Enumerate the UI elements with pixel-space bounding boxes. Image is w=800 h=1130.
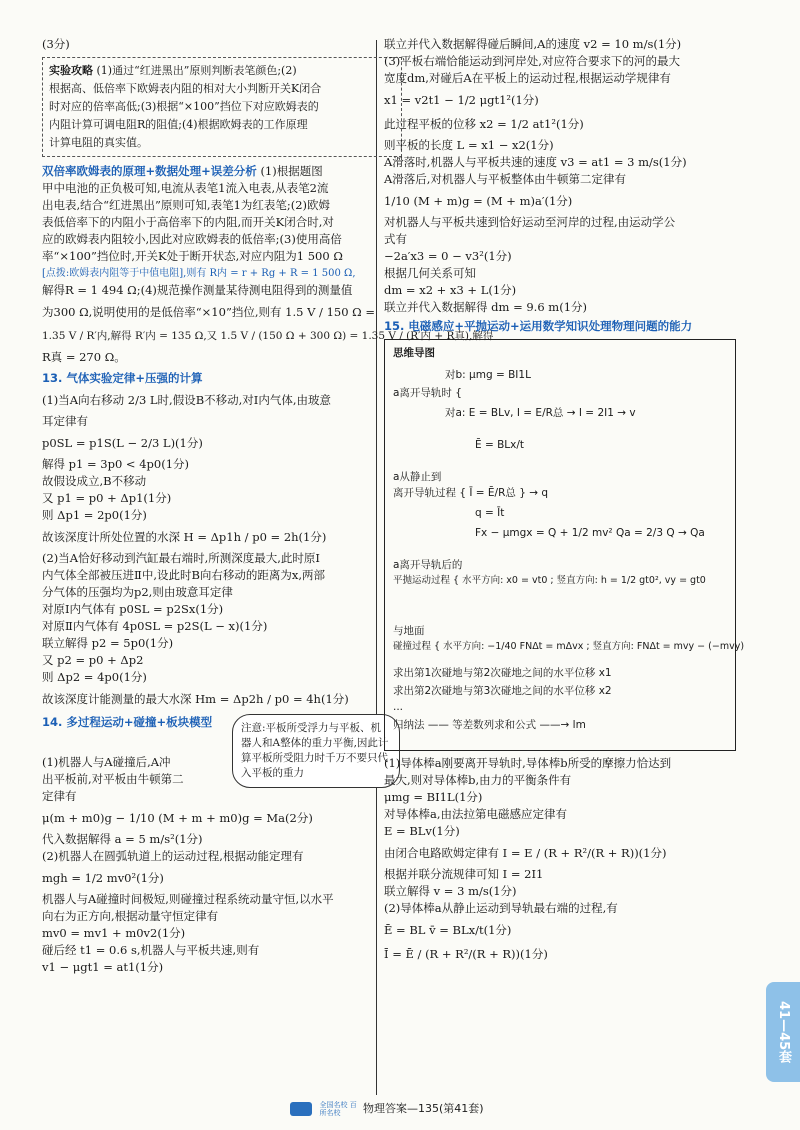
q12-line: 出电表,结合“红进黑出”原则可知,表笔1为红表笔;(2)欧姆 (42, 198, 331, 212)
mind-row: 平抛运动过程 { 水平方向: x0 = vt0 ; 竖直方向: h = 1/2 gt0², vy = gt0 (393, 575, 706, 586)
mind-row: 求出第2次碰地与第3次碰地之间的水平位移 x2 (393, 685, 612, 697)
q14-line: mv0 = mv1 + m0v2(1分) (42, 926, 186, 940)
tip-line: 计算电阻的真实值。 (49, 136, 148, 149)
q13-line: 又 p2 = p0 + Δp2 (42, 653, 144, 667)
mind-map-box (384, 339, 745, 751)
page-footer (290, 1100, 484, 1117)
q14-line: v1 − μgt1 = at1(1分) (42, 960, 164, 974)
q13-line: 解得 p1 = 3p0 < 4p0(1分) (42, 457, 190, 471)
q14-cont-line: 联立并代入数据解得碰后瞬间,A的速度 v2 = 10 m/s(1分) (384, 37, 682, 51)
q13-line: 联立解得 p2 = 5p0(1分) (42, 636, 174, 650)
q14-head-block (42, 714, 402, 784)
note-bubble: 注意:平板所受浮力与平板、机器人和A整体的重力平衡,因此计算平板所受阻力时千万不要只代入平板的重力 (232, 714, 400, 788)
experiment-tip-box (42, 57, 402, 157)
q14-cont-line: 对机器人与平板共速到恰好运动至河岸的过程,由运动学公 (384, 215, 676, 229)
page-number: 物理答案—135(第41套) (363, 1102, 484, 1115)
mind-row: 对a: E = BLv, I = E/R总 → I = 2I1 → v (445, 407, 636, 419)
q12-line: 应的欧姆表内阻较小,因此对应欧姆表的低倍率;(3)使用高倍 (42, 232, 342, 246)
mind-row: a离开导轨后的 (393, 559, 463, 571)
q13-line: (2)当A恰好移动到汽缸最右端时,所测深度最大,此时原Ⅰ (42, 551, 320, 565)
q14-cont-line: (3)平板右端恰能运动到河岸处,对应符合要求下的河的最大 (384, 54, 680, 68)
q14-cont-line: A滑落时,机器人与平板共速的速度 v3 = at1 = 3 m/s(1分) (384, 155, 687, 169)
q13-line: 故假设成立,B不移动 (42, 474, 147, 488)
q14-line: (2)机器人在圆弧轨道上的运动过程,根据动能定理有 (42, 849, 304, 863)
tip-line: 内阻计算可调电阻R的阻值;(4)根据欧姆表的工作原理 (49, 118, 308, 131)
q14-cont-line: A滑落后,对机器人与平板整体由牛顿第二定律有 (384, 172, 626, 186)
tip-line: 根据高、低倍率下欧姆表内阻的相对大小判断开关K闭合 (49, 82, 322, 95)
tip-line: 时对应的倍率高低;(3)根据“×100”挡位下对应欧姆表的 (49, 100, 319, 113)
q15-line: 根据并联分流规律可知 I = 2I1 (384, 867, 544, 881)
q14-cont-line: 联立并代入数据解得 dm = 9.6 m(1分) (384, 300, 588, 314)
q14-cont-line: 式有 (384, 232, 407, 246)
q14-cont-line: −2a′x3 = 0 − v3²(1分) (384, 249, 512, 263)
side-tab: 41—45套 (766, 982, 800, 1082)
q13-line: 故该深度计能测量的最大水深 Hm = Δp2h / p0 = 4h(1分) (42, 692, 349, 706)
q13-line: 分气体的压强均为p2,则由玻意耳定律 (42, 585, 233, 599)
q14-cont-line: 1/10 (M + m)g = (M + m)a′(1分) (384, 194, 573, 208)
q12-line: R真 = 270 Ω。 (42, 350, 126, 364)
publisher-logo-text: 全国名校 百所名校 (319, 1101, 357, 1117)
q14-cont-line: 此过程平板的位移 x2 = 1/2 at1²(1分) (384, 117, 584, 131)
q14-line: mgh = 1/2 mv0²(1分) (42, 871, 164, 885)
tip-title: 实验攻略 (49, 64, 93, 77)
q13-line: 耳定律有 (42, 414, 88, 428)
mind-row: a从静止到 (393, 471, 442, 483)
mind-row: 对b: μmg = BI1L (445, 369, 531, 381)
q12-line: 率“×100”挡位时,开关K处于断开状态,对应内阻为1 500 Ω (42, 249, 343, 263)
q15-line: (1)导体棒a刚要离开导轨时,导体棒b所受的摩擦力恰达到 (384, 756, 672, 770)
mind-map-title: 思维导图 (393, 347, 435, 359)
q14-heading: 14. 多过程运动+碰撞+板块模型 (42, 715, 213, 729)
q14-line: (1)机器人与A碰撞后,A冲 (42, 755, 171, 769)
q15-line: 由闭合电路欧姆定律有 I = E / (R + R²/(R + R))(1分) (384, 846, 667, 860)
q12-line: 为300 Ω,说明使用的是低倍率“×10”挡位,则有 1.5 V / 150 Ω = (42, 305, 375, 319)
q15-line: E = BLv(1分) (384, 824, 460, 838)
q12-line: 甲中电池的正负极可知,电流从表笔1流入电表,从表笔2流 (42, 181, 329, 195)
q15-line: 联立解得 v = 3 m/s(1分) (384, 884, 517, 898)
q14-line: 机器人与A碰撞时间极短,则碰撞过程系统动量守恒,以水平 (42, 892, 334, 906)
mind-row: 碰撞过程 { 水平方向: −1/40 FNΔt = mΔvx ; 竖直方向: FNΔt = mvy − (−mvy) (393, 641, 745, 652)
score-line: (3分) (42, 37, 70, 51)
q14-cont-line: 根据几何关系可知 (384, 266, 476, 280)
q12-line: (1)根据题图 (260, 164, 323, 178)
q13-line: 内气体全部被压进Ⅱ中,设此时B向右移动的距离为x,两部 (42, 568, 326, 582)
mind-row: a离开导轨时 { (393, 387, 462, 399)
q14-cont-line: 宽度dm,对碰后A在平板上的运动过程,根据运动学规律有 (384, 71, 671, 85)
q14-line: 代入数据解得 a = 5 m/s²(1分) (42, 832, 203, 846)
publisher-logo-icon (290, 1102, 312, 1116)
right-column (384, 36, 745, 967)
mind-row: 离开导轨过程 { Ī = Ē/R总 } → q (393, 487, 549, 499)
q13-line: 则 Δp2 = 4p0(1分) (42, 670, 147, 684)
q12-line: 表低倍率下的内阻小于高倍率下的内阻,而开关K闭合时,对 (42, 215, 334, 229)
q15-line: Ē = BL v̄ = BLx/t(1分) (384, 923, 512, 937)
q13-line: 又 p1 = p0 + Δp1(1分) (42, 491, 172, 505)
q14-cont-line: x1 = v2t1 − 1/2 μgt1²(1分) (384, 93, 539, 107)
q15-line: 对导体棒a,由法拉第电磁感应定律有 (384, 807, 568, 821)
q14-cont-line: 则平板的长度 L = x1 − x2(1分) (384, 138, 554, 152)
q15-line: (2)导体棒a从静止运动到导轨最右端的过程,有 (384, 901, 618, 915)
mind-row: 归纳法 —— 等差数列求和公式 ——→ lm (393, 719, 586, 731)
q15-heading: 15. 电磁感应+平抛运动+运用数学知识处理物理问题的能力 (384, 319, 693, 333)
tip-line: (1)通过“红进黑出”原则判断表笔颜色;(2) (96, 64, 297, 77)
q14-line: 出平板前,对平板由牛顿第二 (42, 772, 184, 786)
q13-line: (1)当A向右移动 2/3 L时,假设B不移动,对Ⅰ内气体,由玻意 (42, 393, 332, 407)
q13-line: p0SL = p1S(L − 2/3 L)(1分) (42, 436, 203, 450)
q12-line: 解得R = 1 494 Ω;(4)规范操作测量某待测电阻得到的测量值 (42, 283, 353, 297)
q12-line: 1.35 V / R′内,解得 R′内 = 135 Ω,又 1.5 V / (150 Ω + 300 Ω) = 1.35 V / (R′内 + R真),解得 (42, 330, 494, 342)
q14-line: 碰后经 t1 = 0.6 s,机器人与平板共速,则有 (42, 943, 260, 957)
q14-line: μ(m + m0)g − 1/10 (M + m + m0)g = Ma(2分) (42, 811, 313, 825)
q13-line: 对原Ⅱ内气体有 4p0SL = p2S(L − x)(1分) (42, 619, 268, 633)
mind-row: q = Īt (475, 507, 505, 519)
mind-row: Fx − μmgx = Q + 1/2 mv² Qa = 2/3 Q → Qa (475, 527, 705, 539)
q14-line: 向右为正方向,根据动量守恒定律有 (42, 909, 219, 923)
mind-row: 与地面 (393, 625, 425, 637)
q15-line: μmg = BI1L(1分) (384, 790, 483, 804)
q13-line: 对原Ⅰ内气体有 p0SL = p2Sx(1分) (42, 602, 224, 616)
q12-line: [点拨:欧姆表内阻等于中值电阻],则有 R内 = r + Rg + R = 1 500 Ω, (42, 268, 356, 279)
q13-line: 故该深度计所处位置的水深 H = Δp1h / p0 = 2h(1分) (42, 530, 327, 544)
q13-heading: 13. 气体实验定律+压强的计算 (42, 371, 203, 385)
q15-line: Ī = Ē / (R + R²/(R + R))(1分) (384, 947, 548, 961)
q14-line: 定律有 (42, 789, 77, 803)
mind-row: 求出第1次碰地与第2次碰地之间的水平位移 x1 (393, 667, 612, 679)
q15-line: 最大,则对导体棒b,由力的平衡条件有 (384, 773, 572, 787)
q13-line: 则 Δp1 = 2p0(1分) (42, 508, 147, 522)
q14-cont-line: dm = x2 + x3 + L(1分) (384, 283, 517, 297)
mind-row: ... (393, 701, 404, 713)
mind-row: Ē = BLx/t (475, 439, 525, 451)
q12-heading: 双倍率欧姆表的原理+数据处理+误差分析 (42, 164, 257, 178)
